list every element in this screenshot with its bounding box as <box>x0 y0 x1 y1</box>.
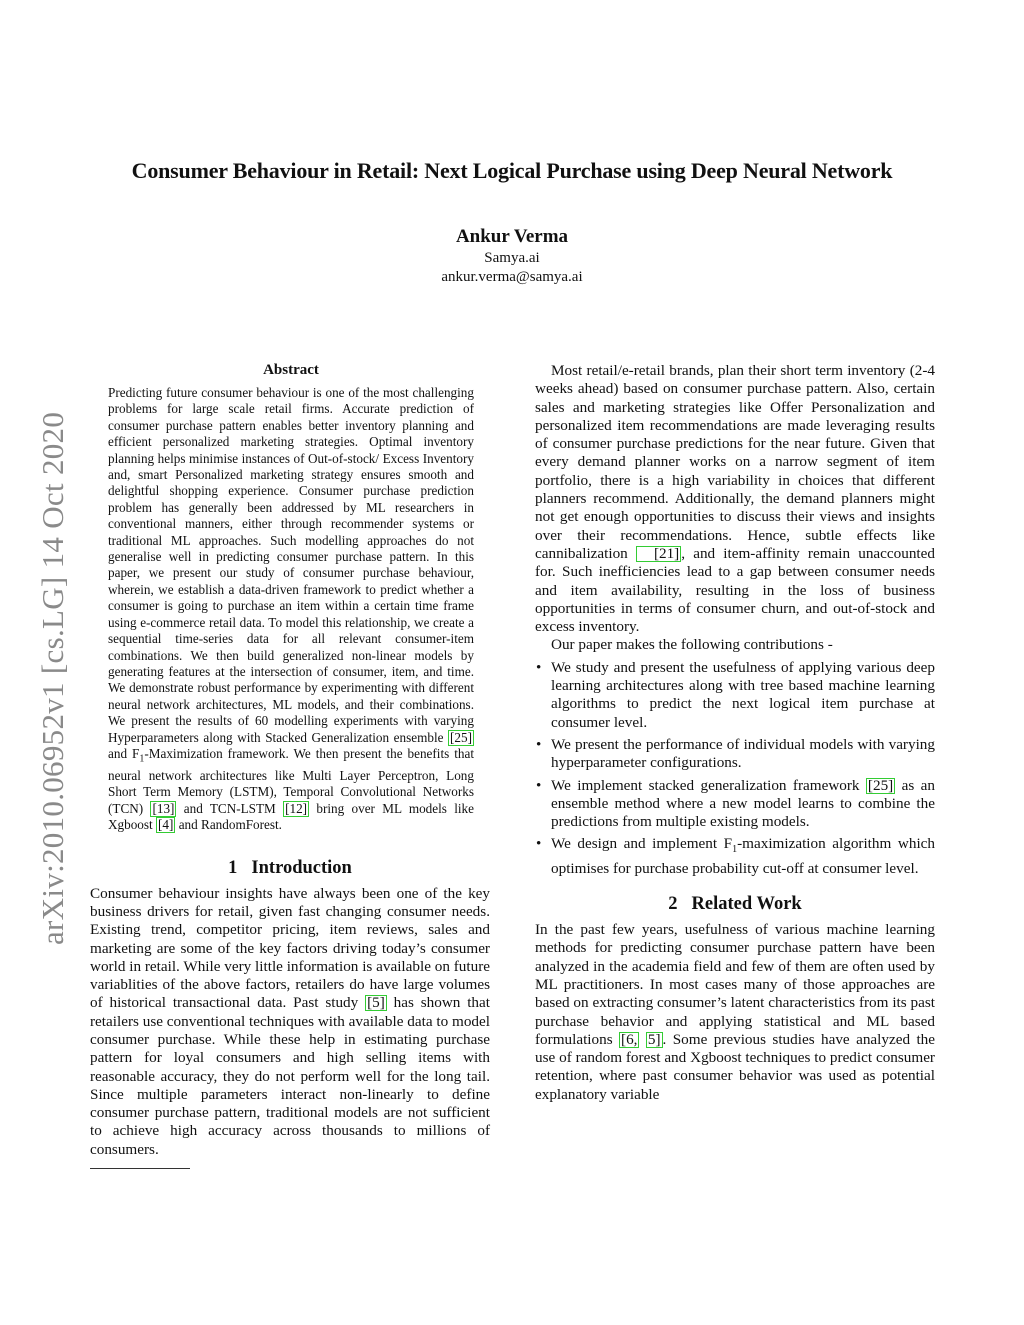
list-item <box>535 777 935 832</box>
citation-link[interactable]: [13] <box>152 800 175 816</box>
abstract-text-b: and F <box>108 745 140 761</box>
list-item <box>535 835 935 878</box>
intro-paragraph-3: Our paper makes the following contributions - <box>551 636 833 654</box>
abstract-text-c: -Maximization framework. We then present the benefits that neural network architectures like Multi Layer Perceptron, Long Short Term Memory (LSTM), Temporal Convolutional Networks (TCN) <box>108 745 474 816</box>
footnote-rule <box>90 1168 190 1169</box>
citation-link[interactable]: [4] <box>158 817 174 833</box>
section-title: Introduction <box>251 857 352 878</box>
intro-text: has shown that retailers use conventional techniques with available data to model consumer purchase. While these help in estimating purchase pattern for loyal consumers and high selling items with reasonable accuracy, they do not perform well for the long tail. Since multiple parameters interact non-linearly to define consumer purchase pattern, traditional models are not sufficient to achieve high accuracy across thousands to millions of consumers. <box>90 994 490 1158</box>
abstract-text-d: and TCN-LSTM <box>176 800 284 816</box>
intro-text: Consumer behaviour insights have always been one of the key business drivers for retail, given fast changing consumer needs. Existing trend, competitor pricing, item reviews, sales and marketing are some of the key factors driving today’s consumer world in retail. While very little information is available on future variablities of the above factors, retailers do have large volumes of historical transactional data. Past study <box>90 884 490 1012</box>
author-name: Ankur Verma <box>455 226 569 247</box>
introduction-heading <box>90 858 490 879</box>
list-item-text: We implement stacked generalization framework <box>551 776 866 794</box>
section-number: 1 <box>228 857 238 878</box>
f1-subscript: 1 <box>139 753 145 765</box>
abstract-heading: Abstract <box>263 362 319 378</box>
section-number: 2 <box>668 894 678 915</box>
right-column <box>535 362 935 1104</box>
list-item-text: as an ensemble method where a new model learns to combine the predictions from multiple existing models. <box>551 776 935 831</box>
citation-link[interactable]: [12] <box>285 800 308 816</box>
author-affiliation: Samya.ai <box>484 250 540 266</box>
paper-title: Consumer Behaviour in Retail: Next Logical Purchase using Deep Neural Network <box>131 158 893 183</box>
author-email[interactable]: ankur.verma@samya.ai <box>441 269 583 285</box>
intro-text: , and item-affinity remain unaccounted for. Such inefficiencies lead to a gap between consumer needs and item availability, resulting in the loss of business opportunities in terms of consumer churn, and out-of-stock and excess inventory. <box>535 544 935 636</box>
related-text: . Some previous studies have analyzed the use of random forest and Xgboost techniques to predict consumer retention, where past consumer behavior was used as potential explanatory variable <box>535 1030 935 1103</box>
list-item-text: We present the performance of individual models with varying hyperparameter configurations. <box>551 735 935 772</box>
intro-paragraph-1 <box>90 885 490 1159</box>
abstract-text-a: Predicting future consumer behaviour is one of the most challenging problems for large scale retail firms. Accurate prediction of consumer purchase pattern enables better inventory planning and efficient personalized marketing strategies. Optimal inventory planning helps minimise instances of Out-of-stock/ Excess Inventory and, smart Personalized marketing strategy ensures smooth and delightful shopping experience. Consumer purchase prediction problem has generally been addressed by ML researchers in conventional manners, either through recommender systems or traditional ML approaches. Such modelling approaches do not generalise well in predicting consumer purchase pattern. In this paper, we present our study of consumer purchase behaviour, wherein, we establish a data-driven framework to predict whether a consumer is going to purchase an item within a certain time frame using e-commerce retail data. To model this relationship, we create a sequential time-series data for all relevant consumer-item combinations. We then build generalized non-linear models by generating features at the intersection of consumer, item, and time. We demonstrate robust performance by experimenting with different neural network architectures, ML models, and their combinations. We present the results of 60 modelling experiments with varying Hyperparameters along with Stacked Generalization ensemble <box>108 385 474 745</box>
left-column <box>90 360 490 1159</box>
list-item <box>535 736 935 773</box>
bullet-icon: • <box>536 735 542 753</box>
citation-link[interactable]: 5] <box>647 1030 661 1048</box>
bullet-icon: • <box>536 835 542 853</box>
list-item-text: We design and implement F <box>551 835 733 853</box>
bullet-icon: • <box>536 776 542 794</box>
abstract-text-e: bring over ML models like Xgboost <box>108 800 474 833</box>
contributions-list <box>535 659 935 878</box>
list-item-text: We study and present the usefulness of applying various deep learning architectures along with tree based machine learning algorithms to predict the next logical item purchase at consumer level. <box>551 658 935 731</box>
section-title: Related Work <box>691 894 802 915</box>
citation-link[interactable]: [5] <box>367 994 385 1012</box>
related-text: In the past few years, usefulness of various machine learning methods for predicting consumer purchase pattern have been analyzed in the academia field and few of them are often used by ML practitioners. In most cases many of those approaches are based on extracting consumer’s latent characteristics from its past purchase behavior and applying statistical and ML based formulations <box>535 921 935 1048</box>
list-item <box>535 659 935 732</box>
related-work-heading <box>535 894 935 915</box>
arxiv-stamp: arXiv:2010.06952v1 [cs.LG] 14 Oct 2020 <box>35 411 70 945</box>
citation-link[interactable]: [25] <box>450 729 472 745</box>
intro-paragraph-2 <box>535 362 935 636</box>
citation-link[interactable]: [6, <box>621 1030 638 1048</box>
abstract-section <box>108 362 474 834</box>
citation-link[interactable]: [25] <box>867 776 894 794</box>
f1-subscript: 1 <box>732 844 738 856</box>
bullet-icon: • <box>536 658 542 676</box>
abstract-text <box>108 385 474 834</box>
author-block <box>0 225 1024 287</box>
related-work-paragraph <box>535 921 935 1104</box>
intro-text: Most retail/e-retail brands, plan their short term inventory (2-4 weeks ahead) based on consumer purchase pattern. Also, certain sales and marketing strategies like Offer Personalization and personalized item recommendations are made leveraging results of consumer purchase predictions for the near future. Given that every demand planner works on a narrow segment of item portfolio, there is a high variability in choices that different planners recommend. Additionally, the demand planners might not get enough opportunities to discuss their views and insights over their recommendations. Hence, subtle effects like cannibalization <box>535 362 935 562</box>
list-item-text: -maximization algorithm which optimises for purchase probability cut-off at consumer level. <box>551 835 935 877</box>
citation-link[interactable]: [21] <box>636 546 681 562</box>
abstract-text-f: and RandomForest. <box>175 817 282 833</box>
